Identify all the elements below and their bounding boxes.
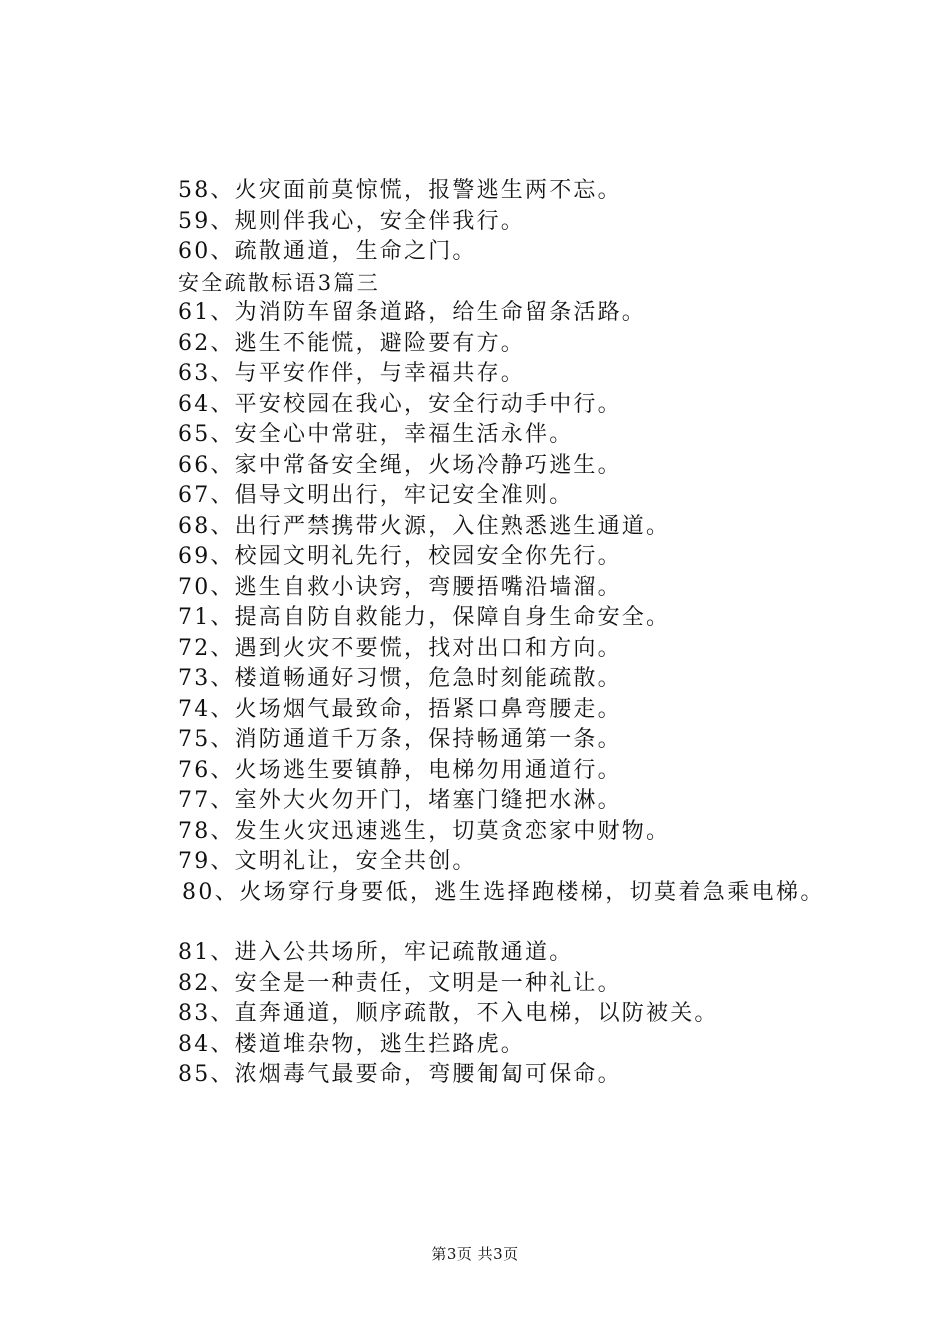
section-heading: 安全疏散标语3篇三: [178, 270, 381, 295]
slogan-line: 63、与平安作伴，与幸福共存。: [178, 361, 525, 386]
slogan-line: 77、室外大火勿开门，堵塞门缝把水淋。: [178, 788, 622, 813]
slogan-line: 59、规则伴我心，安全伴我行。: [178, 208, 525, 234]
slogan-line: 80、火场穿行身要低，逃生选择跑楼梯，切莫着急乘电梯。: [182, 879, 825, 905]
slogan-line: 61、为消防车留条道路，给生命留条活路。: [178, 300, 646, 325]
slogan-line: 65、安全心中常驻，幸福生活永伴。: [178, 422, 574, 447]
slogan-line: 66、家中常备安全绳，火场冷静巧逃生。: [178, 452, 622, 478]
slogan-line: 67、倡导文明出行，牢记安全准则。: [178, 483, 574, 508]
slogan-line: 68、出行严禁携带火源，入住熟悉逃生通道。: [178, 513, 671, 539]
slogan-line: 84、楼道堆杂物，逃生拦路虎。: [178, 1031, 525, 1057]
slogan-line: 75、消防通道千万条，保持畅通第一条。: [178, 727, 622, 752]
slogan-line: 78、发生火灾迅速逃生，切莫贪恋家中财物。: [178, 818, 671, 844]
document-body: [178, 176, 938, 1091]
slogan-line: 83、直奔通道，顺序疏散，不入电梯，以防被关。: [178, 1001, 719, 1026]
slogan-line: 76、火场逃生要镇静，电梯勿用通道行。: [178, 757, 622, 783]
slogan-line: 64、平安校园在我心，安全行动手中行。: [178, 391, 622, 417]
slogan-line: 69、校园文明礼先行，校园安全你先行。: [178, 544, 622, 569]
slogan-line: 82、安全是一种责任，文明是一种礼让。: [178, 970, 622, 996]
page-number-footer: 第3页 共3页: [431, 1245, 519, 1263]
slogan-line: 74、火场烟气最致命，捂紧口鼻弯腰走。: [178, 696, 622, 722]
slogan-line: 79、文明礼让，安全共创。: [178, 849, 477, 874]
slogan-line: 73、楼道畅通好习惯，危急时刻能疏散。: [178, 666, 622, 691]
slogan-line: 70、逃生自救小诀窍，弯腰捂嘴沿墙溜。: [178, 574, 622, 600]
slogan-line: 72、遇到火灾不要慌，找对出口和方向。: [178, 635, 622, 661]
slogan-line: 71、提高自防自救能力，保障自身生命安全。: [178, 605, 671, 630]
slogan-line: 85、浓烟毒气最要命，弯腰匍匐可保命。: [178, 1062, 622, 1087]
slogan-line: 60、疏散通道，生命之门。: [178, 239, 477, 264]
slogan-line: 58、火灾面前莫惊慌，报警逃生两不忘。: [178, 178, 622, 203]
slogan-line: 62、逃生不能慌，避险要有方。: [178, 330, 525, 356]
slogan-line: 81、进入公共场所，牢记疏散通道。: [178, 940, 574, 965]
